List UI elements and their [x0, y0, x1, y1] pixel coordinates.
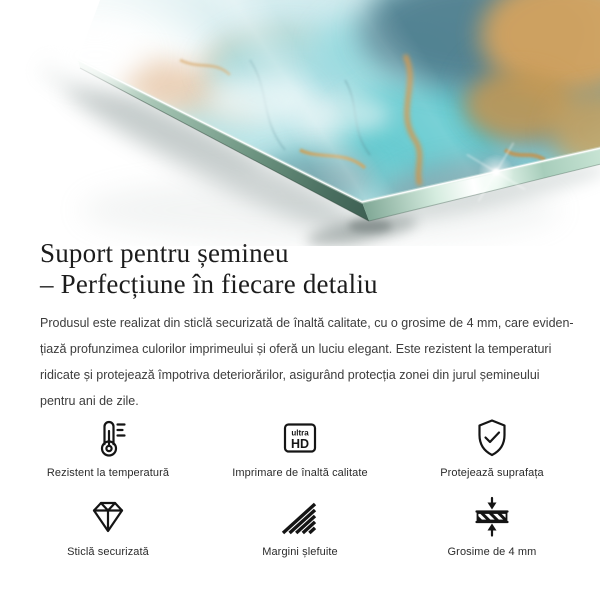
description-line: Produsul este realizat din sticlă securizată de înaltă calitate, cu o grosime de 4 mm, care eviden- — [40, 316, 574, 330]
feature-label: Sticlă securizată — [67, 546, 149, 558]
svg-text:ultra: ultra — [291, 428, 309, 438]
feature-label: Protejează suprafața — [440, 467, 544, 479]
shield-check-icon — [470, 416, 514, 460]
diamond-icon — [86, 495, 130, 539]
feature-label: Grosime de 4 mm — [447, 546, 537, 558]
polished-edges-icon — [278, 495, 322, 539]
feature-label: Imprimare de înaltă calitate — [232, 467, 368, 479]
description-line: pentru ani de zile. — [40, 394, 139, 408]
ultra-hd-icon — [278, 416, 322, 460]
feature-label: Rezistent la temperatură — [46, 467, 170, 479]
svg-text:HD: HD — [290, 437, 310, 451]
thickness-icon — [470, 495, 514, 539]
corner-glow — [40, 25, 150, 85]
feature-tempered-glass — [12, 495, 204, 558]
page-title — [40, 238, 600, 300]
title-line-2: – Perfecțiune în fiecare detaliu — [40, 269, 378, 299]
product-description — [40, 310, 600, 414]
description-line: ridicate și protejează împotriva deteriorărilor, asigurând protecția zonei din jurul șemineului — [40, 368, 540, 382]
feature-temperature-resistant — [12, 416, 204, 479]
feature-label: Margini șlefuite — [262, 546, 338, 558]
product-info-section — [0, 238, 600, 558]
feature-thickness — [396, 495, 588, 558]
title-line-1: Suport pentru șemineu — [40, 238, 289, 268]
feature-polished-edges — [204, 495, 396, 558]
feature-surface-protection — [396, 416, 588, 479]
feature-grid — [12, 414, 588, 558]
thermometer-icon — [86, 416, 130, 460]
product-image[interactable] — [0, 0, 600, 246]
description-line: țiază profunzimea culorilor imprimeului și oferă un luciu elegant. Este rezistent la temperaturi — [40, 342, 552, 356]
feature-print-quality — [204, 416, 396, 479]
glass-panel-artwork — [0, 0, 600, 246]
